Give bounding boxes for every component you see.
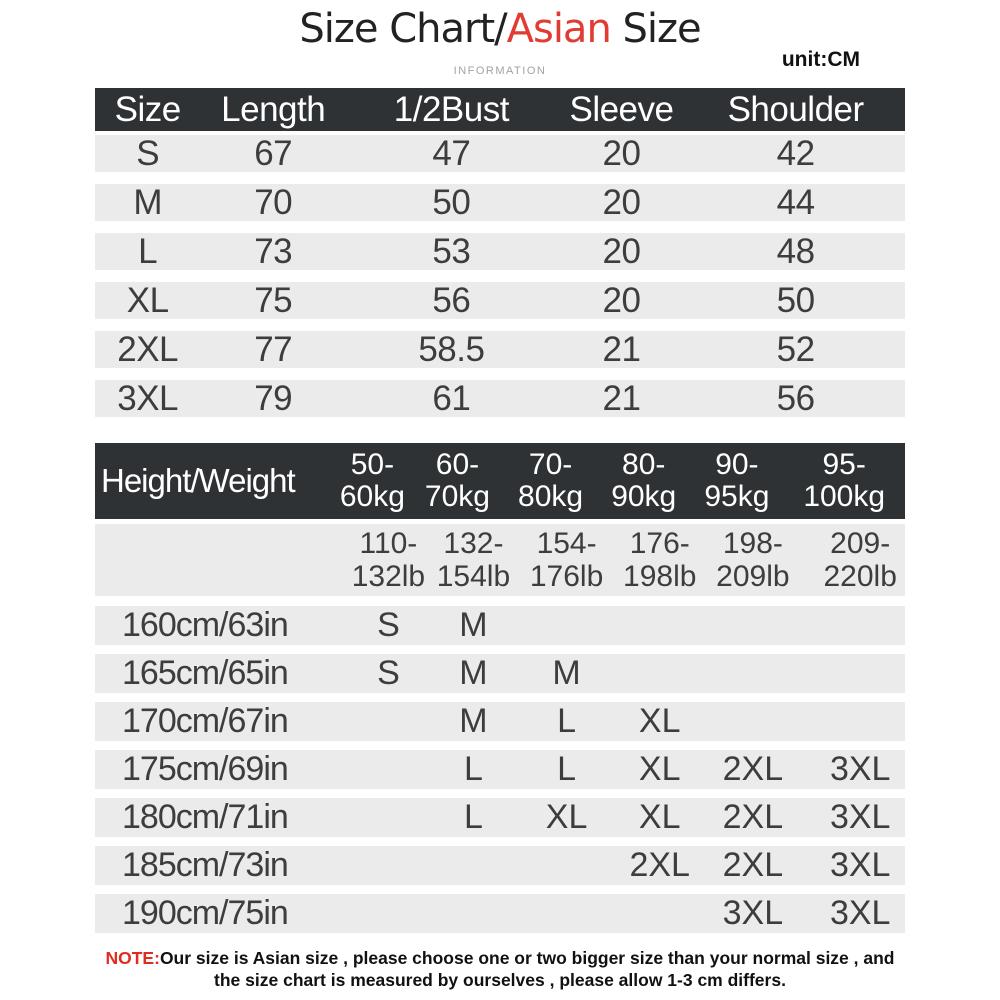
size-cell: S (136, 133, 160, 173)
fit-size-cell: L (557, 702, 577, 740)
size-cell: 70 (254, 182, 293, 222)
fit-table-header (95, 443, 905, 519)
size-cell: 3XL (117, 378, 179, 418)
fit-size-cell: 3XL (722, 894, 784, 932)
fit-table-row (95, 846, 905, 885)
title-accent: Asian (506, 6, 611, 52)
size-cell: M (133, 182, 162, 222)
size-cell: 56 (432, 280, 471, 320)
size-cell: 56 (776, 378, 815, 418)
corner-label: Height/Weight (101, 462, 295, 499)
weight-kg-cell: 95-100kg (803, 448, 886, 513)
fit-table (95, 443, 905, 933)
title-text-right: Size (610, 6, 701, 52)
size-cell: XL (126, 280, 169, 320)
weight-lb-cell: 176-198lb (623, 527, 697, 593)
size-note (105, 947, 895, 991)
header-cell-sleeve: Sleeve (569, 89, 674, 129)
size-table (95, 88, 905, 417)
size-cell: 2XL (117, 329, 179, 369)
fit-size-cell: 2XL (722, 798, 784, 836)
size-cell: 79 (254, 378, 293, 418)
fit-size-cell: 3XL (829, 846, 891, 884)
size-cell: 61 (432, 378, 471, 418)
size-cell: 21 (602, 378, 641, 418)
unit-label: unit:CM (781, 48, 860, 71)
size-cell: 73 (254, 231, 293, 271)
fit-size-cell: L (463, 798, 483, 836)
header-cell-length: Length (221, 89, 326, 129)
fit-table-row (95, 654, 905, 693)
size-cell: 44 (776, 182, 815, 222)
height-cell: 190cm/75in (122, 894, 288, 932)
height-cell: 175cm/69in (122, 750, 288, 788)
fit-table-row (95, 894, 905, 933)
fit-size-cell: M (459, 702, 488, 740)
fit-table-row (95, 798, 905, 837)
size-cell: 48 (776, 231, 815, 271)
fit-size-cell: L (463, 750, 483, 788)
fit-size-cell: S (377, 606, 400, 644)
size-table-row (95, 233, 905, 270)
size-cell: 58.5 (418, 329, 485, 369)
information-label: INFORMATION (453, 65, 547, 77)
size-cell: 75 (254, 280, 293, 320)
size-table-row (95, 380, 905, 417)
weight-kg-cell: 50-60kg (339, 448, 405, 513)
size-cell: 21 (602, 329, 641, 369)
weight-kg-cell: 70-80kg (518, 448, 584, 513)
weight-kg-cell: 90-95kg (704, 448, 770, 513)
weight-lb-cell: 110-132lb (351, 527, 426, 593)
fit-table-row (95, 750, 905, 789)
weight-lb-cell: 198-209lb (716, 527, 790, 593)
fit-size-cell: XL (638, 750, 681, 788)
weight-kg-cell: 60-70kg (424, 448, 490, 513)
note-label: NOTE: (105, 948, 160, 968)
size-table-row (95, 331, 905, 368)
title-text-left: Size Chart/ (299, 6, 507, 52)
fit-size-cell: 3XL (829, 798, 891, 836)
height-cell: 160cm/63in (122, 606, 288, 644)
size-cell: 67 (254, 133, 293, 173)
size-cell: 47 (432, 133, 471, 173)
fit-size-cell: 2XL (722, 750, 784, 788)
height-cell: 180cm/71in (122, 798, 288, 836)
size-cell: 52 (776, 329, 815, 369)
size-cell: 20 (602, 231, 641, 271)
weight-lb-cell: 154-176lb (529, 527, 604, 593)
size-table-row (95, 135, 905, 172)
size-cell: 50 (776, 280, 815, 320)
fit-table-row (95, 702, 905, 741)
size-cell: 50 (432, 182, 471, 222)
fit-size-cell: XL (638, 702, 681, 740)
fit-size-cell: M (459, 654, 488, 692)
height-cell: 165cm/65in (122, 654, 288, 692)
height-cell: 185cm/73in (122, 846, 288, 884)
header-cell-size: Size (114, 89, 181, 129)
fit-size-cell: 3XL (829, 750, 891, 788)
fit-size-cell: L (557, 750, 577, 788)
size-table-row (95, 184, 905, 221)
fit-size-cell: 3XL (829, 894, 891, 932)
fit-table-row (95, 606, 905, 645)
size-cell: 42 (776, 133, 815, 173)
size-table-header (95, 88, 905, 131)
header-cell-bust: 1/2Bust (393, 89, 509, 129)
weight-lb-row (95, 524, 905, 596)
weight-kg-cell: 80-90kg (611, 448, 677, 513)
fit-size-cell: 2XL (722, 846, 784, 884)
fit-size-cell: XL (545, 798, 588, 836)
weight-lb-cell: 209-220lb (823, 527, 897, 593)
size-cell: 53 (432, 231, 471, 271)
size-cell: L (138, 231, 158, 271)
weight-lb-cell: 132-154lb (436, 527, 511, 593)
size-cell: 20 (602, 182, 641, 222)
fit-size-cell: M (552, 654, 581, 692)
note-text: Our size is Asian size , please choose one or two bigger size than your normal size , and the size chart is measured by ourselves , please allow 1-3 cm differs. (159, 948, 895, 990)
fit-size-cell: XL (638, 798, 681, 836)
fit-size-cell: S (377, 654, 400, 692)
fit-size-cell: M (459, 606, 488, 644)
page-title (0, 0, 1000, 52)
size-table-row (95, 282, 905, 319)
height-cell: 170cm/67in (122, 702, 288, 740)
fit-size-cell: 2XL (629, 846, 690, 884)
header-cell-shoulder: Shoulder (727, 89, 864, 129)
size-cell: 77 (254, 329, 293, 369)
size-cell: 20 (602, 133, 641, 173)
size-cell: 20 (602, 280, 641, 320)
